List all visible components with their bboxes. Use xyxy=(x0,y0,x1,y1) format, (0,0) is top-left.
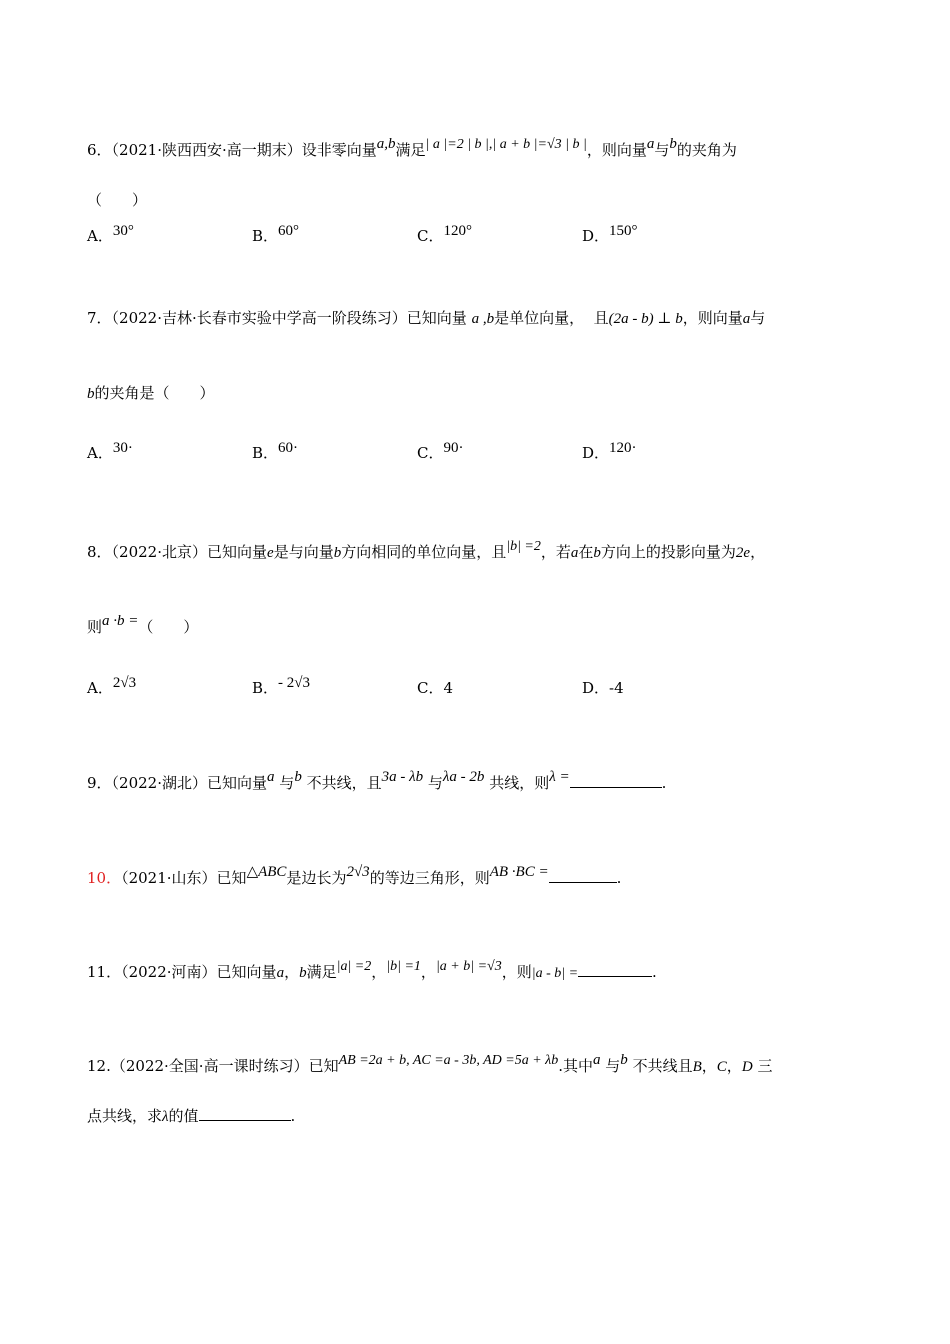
option-value: 30° xyxy=(112,223,134,239)
option-value: 120° xyxy=(443,223,472,239)
question-text: 的夹角为 xyxy=(676,141,737,159)
question-text: 设非零向量 xyxy=(301,141,377,159)
question-source: （2022·全国·高一课时练习） xyxy=(110,1057,309,1075)
option-c xyxy=(417,223,472,247)
question-number: 6． xyxy=(87,141,112,159)
question-text: 是与向量 xyxy=(273,543,334,561)
option-label: D． xyxy=(582,679,610,697)
option-a xyxy=(87,440,133,464)
question-text: 满足 xyxy=(395,141,426,159)
math-expression: |a - b| = xyxy=(531,966,579,981)
question-text: 的值 xyxy=(168,1107,199,1125)
math-expression: C xyxy=(716,1059,727,1075)
math-expression: |a| =2 xyxy=(336,959,372,974)
option-value: 150° xyxy=(609,223,638,239)
math-expression: |a + b| =√3 xyxy=(435,959,502,974)
math-expression: b xyxy=(87,386,95,402)
question-text: 已知向量 xyxy=(406,309,467,327)
option-label: C． xyxy=(417,679,444,697)
option-label: B． xyxy=(252,227,279,245)
option-b xyxy=(252,675,311,699)
question-text: .其中 xyxy=(558,1057,593,1075)
option-d xyxy=(582,440,637,464)
question-number: 7． xyxy=(87,309,112,327)
math-expression: | a |=2 | b |,| a + b |=√3 | b | xyxy=(425,137,587,152)
option-c xyxy=(417,678,453,698)
math-expression: e xyxy=(267,545,274,561)
option-label: D． xyxy=(582,227,610,245)
question-text: 已知 xyxy=(216,869,247,887)
question-12-line-1 xyxy=(87,1052,773,1078)
question-text: 与 xyxy=(279,774,295,792)
option-label: A． xyxy=(87,679,113,697)
option-a xyxy=(87,675,137,699)
math-expression: a ·b = xyxy=(102,613,139,629)
question-text: ， xyxy=(726,1057,742,1075)
math-expression: a xyxy=(646,136,655,152)
option-label: D． xyxy=(582,444,610,462)
option-value: 4 xyxy=(443,679,454,697)
option-label: A． xyxy=(87,227,113,245)
question-text: 是边长为 xyxy=(286,869,347,887)
math-expression: a xyxy=(593,1052,601,1068)
question-text: ， xyxy=(750,543,766,561)
question-text: 且 xyxy=(593,309,609,327)
option-value: 90· xyxy=(443,440,464,456)
math-expression: 3a - λb xyxy=(381,769,424,785)
math-expression: D xyxy=(741,1059,753,1075)
math-expression: (2a - b) ⊥ b xyxy=(608,311,683,327)
math-expression: B xyxy=(692,1059,702,1075)
math-expression: b xyxy=(669,136,677,152)
question-9-line-1 xyxy=(87,769,667,794)
option-value: 60° xyxy=(278,223,300,239)
question-text: 的等边三角形，则 xyxy=(369,869,490,887)
option-d xyxy=(582,223,638,247)
question-text: 不共线且 xyxy=(632,1057,693,1075)
math-expression: λa - 2b xyxy=(442,769,485,785)
question-text: 三 xyxy=(757,1057,773,1075)
question-text: 则 xyxy=(87,618,103,636)
option-b xyxy=(252,223,300,247)
question-text: ，则向量 xyxy=(586,141,647,159)
question-number: 8． xyxy=(87,543,112,561)
option-value: -4 xyxy=(609,679,624,697)
question-text: 与 xyxy=(427,774,443,792)
question-text: 在 xyxy=(578,543,594,561)
question-7-line-2 xyxy=(87,383,215,404)
question-number: 12. xyxy=(87,1057,111,1075)
math-expression: a xyxy=(570,545,579,561)
question-text: 与 xyxy=(654,141,670,159)
math-expression: 2e xyxy=(735,545,751,561)
question-number: 10． xyxy=(87,869,122,887)
question-text: . xyxy=(290,1107,296,1125)
question-7-line-1 xyxy=(87,308,765,329)
question-text: 点共线，求 xyxy=(87,1107,163,1125)
question-text: 已知向量 xyxy=(216,963,277,981)
question-8-line-1 xyxy=(87,539,766,564)
answer-parentheses: （ ） xyxy=(138,618,199,636)
question-6-line-1 xyxy=(87,136,737,162)
question-source: （2022·湖北） xyxy=(111,774,207,792)
math-expression: 2√3 xyxy=(346,864,370,880)
answer-parentheses: （ ） xyxy=(87,191,148,209)
math-expression: a xyxy=(742,311,751,327)
question-text: 方向上的投影向量为 xyxy=(600,543,736,561)
question-11-line-1 xyxy=(87,959,657,984)
question-text: 的夹角是（ ） xyxy=(94,384,215,402)
math-expression: AB ·BC = xyxy=(489,864,549,880)
option-label: B． xyxy=(252,679,279,697)
option-d xyxy=(582,678,624,698)
question-number: 11． xyxy=(87,963,122,981)
math-expression: b xyxy=(294,769,302,785)
question-8-line-2 xyxy=(87,613,199,638)
question-text: 已知向量 xyxy=(207,543,268,561)
answer-blank xyxy=(199,1106,291,1121)
question-text: 满足 xyxy=(306,963,337,981)
math-expression: a xyxy=(276,965,285,981)
question-10-line-1 xyxy=(87,864,622,889)
question-source: （2021·山东） xyxy=(121,869,217,887)
option-a xyxy=(87,223,134,247)
question-text: 方向相同的单位向量，且 xyxy=(341,543,507,561)
math-expression: b xyxy=(299,965,307,981)
math-expression: b xyxy=(593,545,601,561)
option-value: 2√3 xyxy=(112,675,137,691)
math-expression: b xyxy=(333,545,342,561)
question-text: ， xyxy=(701,1057,717,1075)
question-source: （2021·陕西西安·高一期末） xyxy=(111,141,302,159)
question-number: 9． xyxy=(87,774,112,792)
math-expression: λ xyxy=(162,1109,169,1125)
option-value: - 2√3 xyxy=(278,675,311,691)
question-source: （2022·河南） xyxy=(121,963,217,981)
question-text: ， xyxy=(420,963,436,981)
option-label: C． xyxy=(417,444,444,462)
option-b xyxy=(252,440,299,464)
option-label: C． xyxy=(417,227,444,245)
question-text: 共线，则 xyxy=(489,774,550,792)
math-expression: |b| =1 xyxy=(386,959,421,974)
question-text: . xyxy=(616,869,622,887)
question-12-line-2 xyxy=(87,1106,295,1127)
math-expression: b xyxy=(620,1052,628,1068)
option-value: 60· xyxy=(278,440,299,456)
option-c xyxy=(417,440,464,464)
question-text: 已知向量 xyxy=(207,774,268,792)
question-text: ， xyxy=(371,963,387,981)
option-value: 30· xyxy=(112,440,133,456)
question-text: ，若 xyxy=(540,543,571,561)
math-expression: a ,b xyxy=(471,311,495,327)
answer-blank xyxy=(578,962,652,977)
question-text: 是单位向量， xyxy=(494,309,585,327)
question-text: . xyxy=(652,963,657,981)
math-expression: λ = xyxy=(549,769,570,785)
answer-blank xyxy=(570,773,662,788)
option-label: A． xyxy=(87,444,113,462)
question-text: ，则向量 xyxy=(682,309,743,327)
question-source: （2022·吉林·长春市实验中学高一阶段练习） xyxy=(111,309,407,327)
math-expression: a xyxy=(267,769,275,785)
math-expression: a,b xyxy=(376,136,396,152)
question-source: （2022·北京） xyxy=(111,543,207,561)
question-text: 与 xyxy=(605,1057,621,1075)
math-expression: △ABC xyxy=(246,864,287,880)
question-text: ， xyxy=(284,963,300,981)
question-text: 与 xyxy=(750,309,766,327)
option-value: 120· xyxy=(609,440,637,456)
question-text: 不共线，且 xyxy=(306,774,382,792)
answer-blank xyxy=(549,868,617,883)
question-text: 已知 xyxy=(308,1057,339,1075)
option-label: B． xyxy=(252,444,279,462)
question-text: . xyxy=(661,774,667,792)
question-text: ，则 xyxy=(501,963,532,981)
math-expression: |b| =2 xyxy=(506,539,541,554)
math-expression: AB =2a + b, AC =a - 3b, AD =5a + λb xyxy=(338,1053,559,1068)
